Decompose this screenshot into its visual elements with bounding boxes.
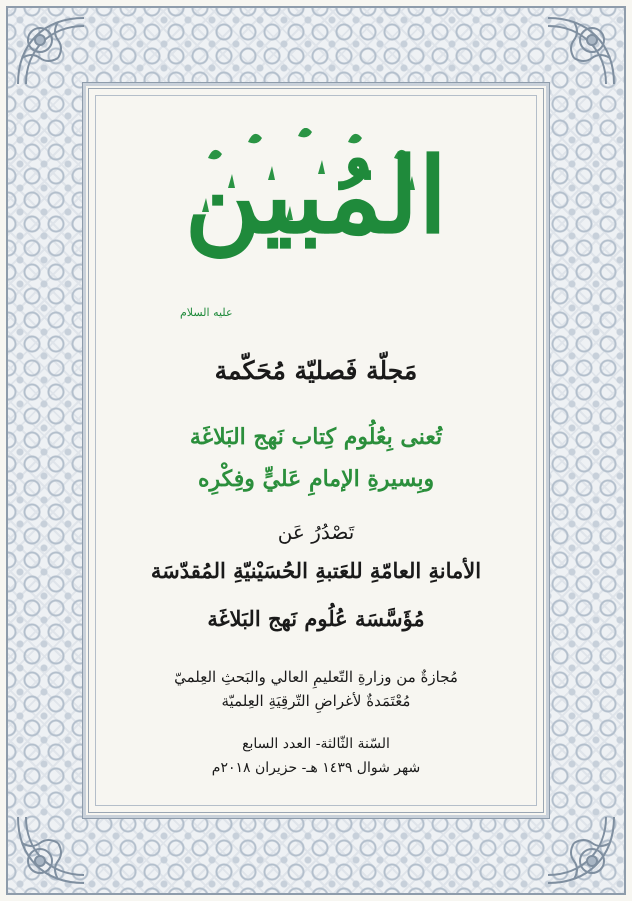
cover-content xyxy=(88,88,544,813)
journal-title: المُبين xyxy=(184,134,448,257)
corner-ornament-icon xyxy=(544,813,618,887)
corner-ornament-icon xyxy=(544,14,618,88)
corner-ornament-icon xyxy=(14,813,88,887)
tagline-line-1: تُعنى بِعُلُوم كِتاب نَهج البَلاغَة xyxy=(189,424,443,450)
approval-line-1: مُجازةٌ من وزارةِ التّعليمِ العالي والبَحثِ العِلميّ xyxy=(174,668,458,686)
approval-line-2: مُعْتَمَدةٌ لأغراضِ التّرقِيَةِ العِلميّة xyxy=(221,692,411,710)
tagline-line-2: وبِسيرةِ الإمامِ عَليٍّ وفِكْرِه xyxy=(197,466,435,492)
journal-subtitle: مَجلّة فَصليّة مُحَكّمة xyxy=(214,356,418,385)
issue-number: السّنة الثّالثة- العدد السابع xyxy=(242,736,390,752)
issue-date: شهر شوال ١٤٣٩ هـ- حزيران ٢٠١٨م xyxy=(211,760,421,776)
issued-by-label: تَصْدُرُ عَن xyxy=(277,520,355,544)
corner-ornament-icon xyxy=(14,14,88,88)
publisher-line-1: الأمانةِ العامّةِ للعَتبةِ الحُسَيْنيّةِ المُقدّسَة xyxy=(150,558,482,583)
honorific-mark: عليه السلام xyxy=(180,306,233,319)
publisher-line-2: مُؤَسَّسَة عُلُوم نَهج البَلاغَة xyxy=(207,606,425,631)
